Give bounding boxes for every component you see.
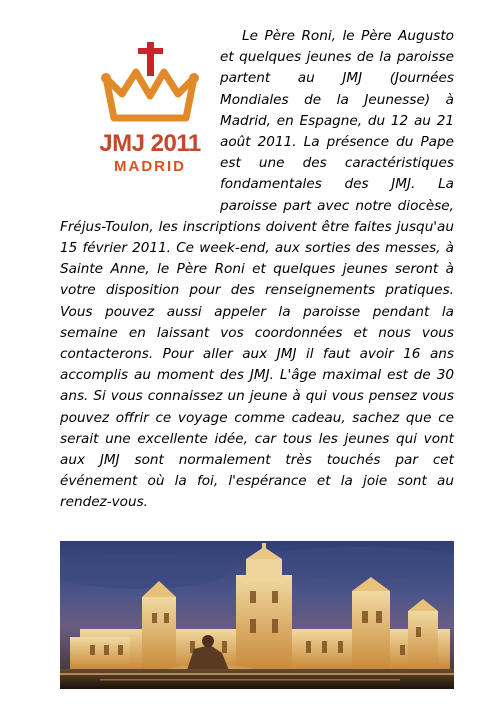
article-paragraph: Le Père Roni, le Père Augusto et quelques jeunes de la paroisse partent au JMJ (Journées Mondiales de la Jeunesse) à Madrid, en Espagne, du 12 au 21 août 2011. La présence du Pape est une des caractéristiques fondamentales des JMJ. La paroisse part avec notre diocèse, Fréjus-Toulon, les inscriptions doivent être faites jusqu'au 15 février 2011. Ce week-end, aux sorties des messes, à Sainte Anne, le Père Roni et quelques jeunes seront à votre disposition pour des renseignements pratiques. Vous pouvez aussi appeler la paroisse pendant la semaine en laissant vos coordonnées et nous vous contacterons. Pour aller aux JMJ il faut avoir 16 ans accomplis au moment des JMJ. L'âge maximal est de 30 ans. Si vous connaissez un jeune à qui vous pensez vous pouvez offrir ce voyage comme cadeau, sachez que ce serait une excellente idée, car tous les jeunes qui vont aux JMJ sont normalement très touchés par cet événement où la foi, l'espérance et la joie sont au rendez-vous. <box>60 28 454 511</box>
palace-night-photo <box>60 541 454 689</box>
logo-subtitle: MADRID <box>114 158 186 175</box>
jmj-logo <box>88 34 212 184</box>
palace-illustration <box>60 541 454 689</box>
logo-title: JMJ 2011 <box>99 130 201 157</box>
crown-cross-icon <box>88 34 212 130</box>
